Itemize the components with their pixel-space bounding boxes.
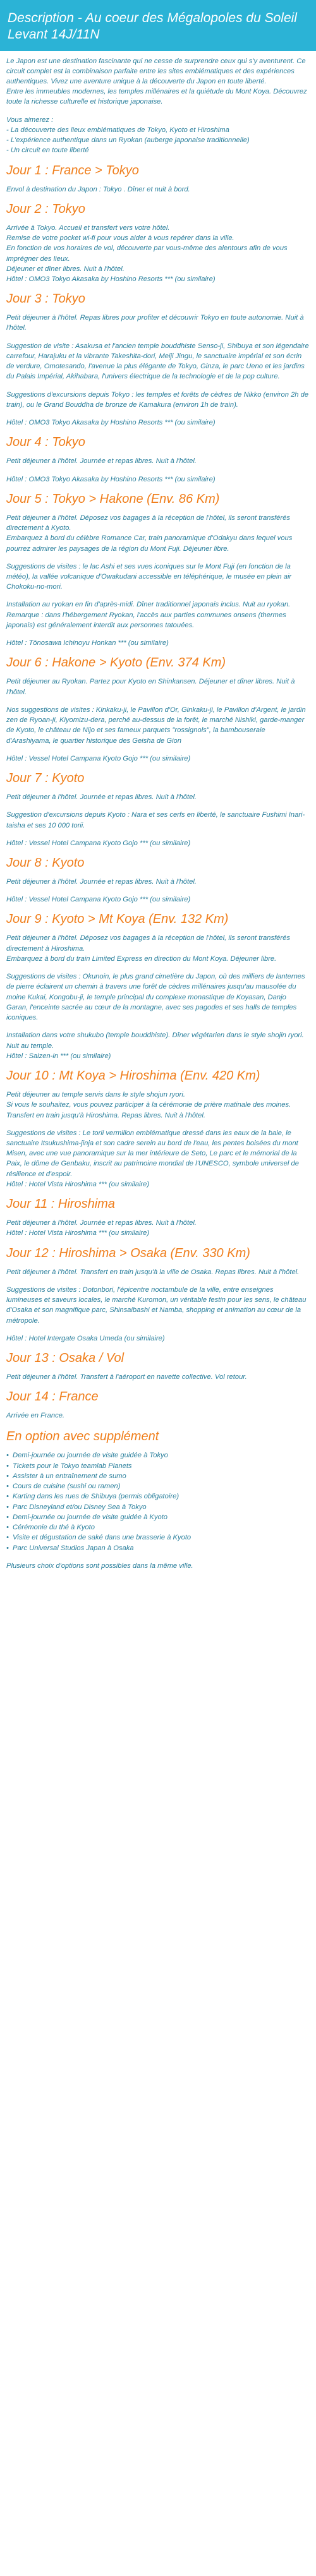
- intro-line: - Un circuit en toute liberté: [6, 147, 89, 155]
- day-section: [6, 1390, 310, 1421]
- option-item: • Demi-journée ou journée de visite guidée à Tokyo: [6, 1450, 310, 1460]
- day-paragraph: Arrivée en France.: [6, 1412, 65, 1420]
- option-item: • Assister à un entraînement de sumo: [6, 1471, 310, 1481]
- day-paragraph: Envol à destination du Japon : Tokyo . Dîner et nuit à bord.: [6, 185, 190, 193]
- day-title: Jour 10 : Mt Koya > Hiroshima (Env. 420 Km): [6, 1069, 260, 1083]
- option-item: • Tickets pour le Tokyo teamlab Planets: [6, 1461, 310, 1471]
- day-paragraph: Suggestions de visites : le lac Ashi et ses vues iconiques sur le Mont Fuji (en fonction de la météo), la vallée volcanique d'Owakudani accessible en téléphérique, le musée en plein air Chokoku-no-mori.: [6, 562, 292, 591]
- intro-line: - La découverte des lieux emblématiques de Tokyo, Kyoto et Hiroshima: [6, 126, 229, 134]
- day-paragraph: Petit déjeuner à l'hôtel. Transfert en train jusqu'à la ville de Osaka. Repas libres. Nuit à l'hôtel.: [6, 1268, 300, 1276]
- day-paragraph: Petit déjeuner à l'hôtel. Déposez vos bagages à la réception de l'hôtel, ils seront transférés directement à Kyoto. Embarquez à bord du célèbre Romance Car, train panoramique d'Odakyu dans lequel vous pourrez admirer les paysages de la région du Mont Fuji. Déjeuner libre.: [6, 514, 293, 553]
- day-title: Jour 6 : Hakone > Kyoto (Env. 374 Km): [6, 656, 226, 670]
- options-title: En option avec supplément: [6, 1429, 159, 1444]
- day-paragraph: Hôtel : Hotel Intergate Osaka Umeda (ou similaire): [6, 1334, 165, 1342]
- day-paragraph: Petit déjeuner à l'hôtel. Repas libres pour profiter et découvrir Tokyo en toute autonomie. Nuit à l'hôtel.: [6, 314, 304, 332]
- day-paragraph: Nos suggestions de visites : Kinkaku-ji, le Pavillon d'Or, Ginkaku-ji, le Pavillon d'Argent, le jardin zen de Ryoan-ji, Kiyomizu-dera, perché au-dessus de la forêt, le marché Nishiki, garde-manger de Kyoto, le château de Nijo et ses fameux parquets "rossignols", la bambouseraie d'Arashiyama, le quartier historique des Geisha de Gion: [6, 706, 306, 745]
- day-paragraph: Petit déjeuner à l'hôtel. Journée et repas libres. Nuit à l'hôtel.: [6, 793, 197, 802]
- intro-line: - L'expérience authentique dans un Ryokan (auberge japonaise traditionnelle): [6, 136, 250, 145]
- day-paragraph: Suggestion de visite : Asakusa et l'ancien temple bouddhiste Senso-ji, Shibuya et son légendaire carrefour, Harajuku et la vibrante Takeshita-dori, Meiji Jingu, le sanctuaire impérial et son écrin de verdure, Omotesando, l'avenue la plus élégante de Tokyo, Ginza, le parc Ueno et les jardins du Palais Impérial, Akihabara, l'univers électrique de la technologie et de la pop culture.: [6, 342, 309, 381]
- day-section: [6, 1246, 310, 1344]
- day-paragraph: Hôtel : Vessel Hotel Campana Kyoto Gojo *** (ou similaire): [6, 754, 191, 762]
- day-section: [6, 1351, 310, 1382]
- option-item: • Visite et dégustation de saké dans une brasserie à Kyoto: [6, 1532, 310, 1543]
- day-title: Jour 3 : Tokyo: [6, 292, 85, 306]
- option-item: • Cours de cuisine (sushi ou ramen): [6, 1481, 310, 1491]
- day-title: Jour 4 : Tokyo: [6, 435, 85, 450]
- day-section: [6, 1069, 310, 1189]
- day-title: Jour 9 : Kyoto > Mt Koya (Env. 132 Km): [6, 912, 229, 927]
- day-paragraph: Petit déjeuner à l'hôtel. Transfert à l'aéroport en navette collective. Vol retour.: [6, 1373, 247, 1381]
- day-section: [6, 492, 310, 649]
- day-section: [6, 292, 310, 428]
- day-section: [6, 1197, 310, 1238]
- day-paragraph: Petit déjeuner à l'hôtel. Journée et repas libres. Nuit à l'hôtel. Hôtel : Hotel Vista Hiroshima *** (ou similaire): [6, 1219, 197, 1237]
- day-paragraph: Suggestions de visites : Dotonbori, l'épicentre noctambule de la ville, entre enseignes lumineuses et saveurs locales, le marché Kuromon, un véritable festin pour les sens, le château d'Osaka et son magnifique parc, Shinsaibashi et Namba, shopping et animation au cœur de la métropole.: [6, 1285, 307, 1325]
- intro-line: Le Japon est une destination fascinante qui ne cesse de surprendre ceux qui s'y aventurent. Ce circuit complet est la combinaison parfaite entre les sites emblématiques et des expériences authentiques. Vivez une aventure unique à la découverte du Japon en toute liberté.: [6, 57, 306, 85]
- day-title: Jour 14 : France: [6, 1390, 99, 1404]
- day-paragraph: Installation au ryokan en fin d'après-midi. Dîner traditionnel japonais inclus. Nuit au ryokan. Remarque : dans l'hébergement Ryokan, l'accès aux parties communes onsens (thermes japonais) est généralement interdit aux personnes tatouées.: [6, 601, 291, 629]
- day-title: Jour 2 : Tokyo: [6, 202, 85, 216]
- day-paragraph: Hôtel : OMO3 Tokyo Akasaka by Hoshino Resorts *** (ou similaire): [6, 419, 216, 427]
- page-title: Description - Au coeur des Mégalopoles du Soleil Levant 14J/11N: [0, 0, 316, 51]
- day-paragraph: Suggestions de visites : Le torii vermillon emblématique dressé dans les eaux de la baie, le sanctuaire Itsukushima-jinja et son cadre serein au bord de l'eau, les pentes boisées du mont Misen, avec une vue panoramique sur la mer intérieure de Seto, Le parc et le mémorial de la Paix, le dôme de Genbaku, inscrit au patrimoine mondial de l'UNESCO, symbole universel de résilience et d'espoir. Hôtel : Hotel Vista Hiroshima *** (ou similaire): [6, 1129, 299, 1188]
- option-item: • Parc Universal Studios Japan à Osaka: [6, 1543, 310, 1553]
- day-title: Jour 1 : France > Tokyo: [6, 163, 139, 178]
- day-title: Jour 8 : Kyoto: [6, 855, 85, 870]
- intro: [6, 56, 310, 156]
- itinerary: [6, 164, 310, 1421]
- day-section: [6, 164, 310, 195]
- option-item: • Demi-journée ou journée de visite guidée à Kyoto: [6, 1512, 310, 1522]
- day-paragraph: Petit déjeuner à l'hôtel. Journée et repas libres. Nuit à l'hôtel.: [6, 877, 197, 886]
- day-section: [6, 656, 310, 764]
- day-paragraph: Installation dans votre shukubo (temple bouddhiste). Dîner végétarien dans le style shojin ryori. Nuit au temple. Hôtel : Saizen-in *** (ou similaire): [6, 1032, 304, 1060]
- options-list: [6, 1450, 310, 1553]
- day-section: [6, 202, 310, 284]
- day-paragraph: Petit déjeuner au temple servis dans le style shojun ryori. Si vous le souhaitez, vous pouvez participer à la cérémonie de prière matinale des moines. Transfert en train jusqu'à Hiroshima. Repas libres. Nuit à l'hôtel.: [6, 1091, 291, 1119]
- option-item: • Parc Disneyland et/ou Disney Sea à Tokyo: [6, 1502, 310, 1512]
- day-title: Jour 13 : Osaka / Vol: [6, 1351, 125, 1366]
- option-item: • Karting dans les rues de Shibuya (permis obligatoire): [6, 1491, 310, 1502]
- day-section: [6, 771, 310, 848]
- day-paragraph: Petit déjeuner au Ryokan. Partez pour Kyoto en Shinkansen. Déjeuner et dîner libres. Nuit à l'hôtel.: [6, 678, 295, 696]
- day-paragraph: Hôtel : Tōnosawa Ichinoyu Honkan *** (ou similaire): [6, 639, 169, 647]
- day-section: [6, 912, 310, 1061]
- day-paragraph: Hôtel : OMO3 Tokyo Akasaka by Hoshino Resorts *** (ou similaire): [6, 475, 216, 483]
- day-paragraph: Hôtel : Vessel Hotel Campana Kyoto Gojo *** (ou similaire): [6, 896, 191, 904]
- day-paragraph: Arrivée à Tokyo. Accueil et transfert vers votre hôtel. Remise de votre pocket wi-fi pour vous aider à vous repérer dans la ville. En fonction de vos horaires de vol, découverte par vous-même des alentours afin de vous imprégner des lieux. Déjeuner et dîner libres. Nuit à l'hôtel. Hôtel : OMO3 Tokyo Akasaka by Hoshino Resorts *** (ou similaire): [6, 224, 288, 284]
- description-content: [0, 51, 316, 1572]
- day-paragraph: Suggestions d'excursions depuis Tokyo : les temples et forêts de cèdres de Nikko (environ 2h de train), ou le Grand Bouddha de bronze de Kamakura (environ 1h de train).: [6, 390, 309, 409]
- day-paragraph: Petit déjeuner à l'hôtel. Déposez vos bagages à la réception de l'hôtel, ils seront transférés directement à Hiroshima. Embarquez à bord du train Limited Express en direction du Mont Koya. Déjeuner libre.: [6, 934, 290, 963]
- options-footer: Plusieurs choix d'options sont possibles dans la même ville.: [6, 1562, 193, 1570]
- intro-line: Entre les immeubles modernes, les temples millénaires et la quiétude du Mont Koya. Découvrez toute la richesse culturelle et historique japonaise.: [6, 88, 307, 106]
- day-section: [6, 435, 310, 484]
- day-paragraph: Petit déjeuner à l'hôtel. Journée et repas libres. Nuit à l'hôtel.: [6, 457, 197, 466]
- day-paragraph: Suggestions de visites : Okunoin, le plus grand cimetière du Japon, où des milliers de lanternes de pierre éclairent un chemin à travers une forêt de cèdres millénaires jusqu'au mausolée du moine Kukai, Kongobu-ji, le temple principal du complexe monastique de Koyasan, Danjo Garan, l'enceinte sacrée au cœur de la montagne, avec ses pagodes et ses halls de temples iconiques.: [6, 973, 305, 1022]
- day-title: Jour 11 : Hiroshima: [6, 1197, 115, 1212]
- day-title: Jour 7 : Kyoto: [6, 771, 85, 786]
- day-section: [6, 856, 310, 905]
- day-paragraph: Hôtel : Vessel Hotel Campana Kyoto Gojo *** (ou similaire): [6, 839, 191, 847]
- day-title: Jour 12 : Hiroshima > Osaka (Env. 330 Km): [6, 1246, 250, 1260]
- option-item: • Cérémonie du thé à Kyoto: [6, 1522, 310, 1532]
- intro-line: Vous aimerez :: [6, 116, 54, 124]
- day-paragraph: Suggestion d'excursions depuis Kyoto : Nara et ses cerfs en liberté, le sanctuaire Fushimi Inari-taisha et ses 10 000 torii.: [6, 811, 305, 829]
- day-title: Jour 5 : Tokyo > Hakone (Env. 86 Km): [6, 491, 220, 506]
